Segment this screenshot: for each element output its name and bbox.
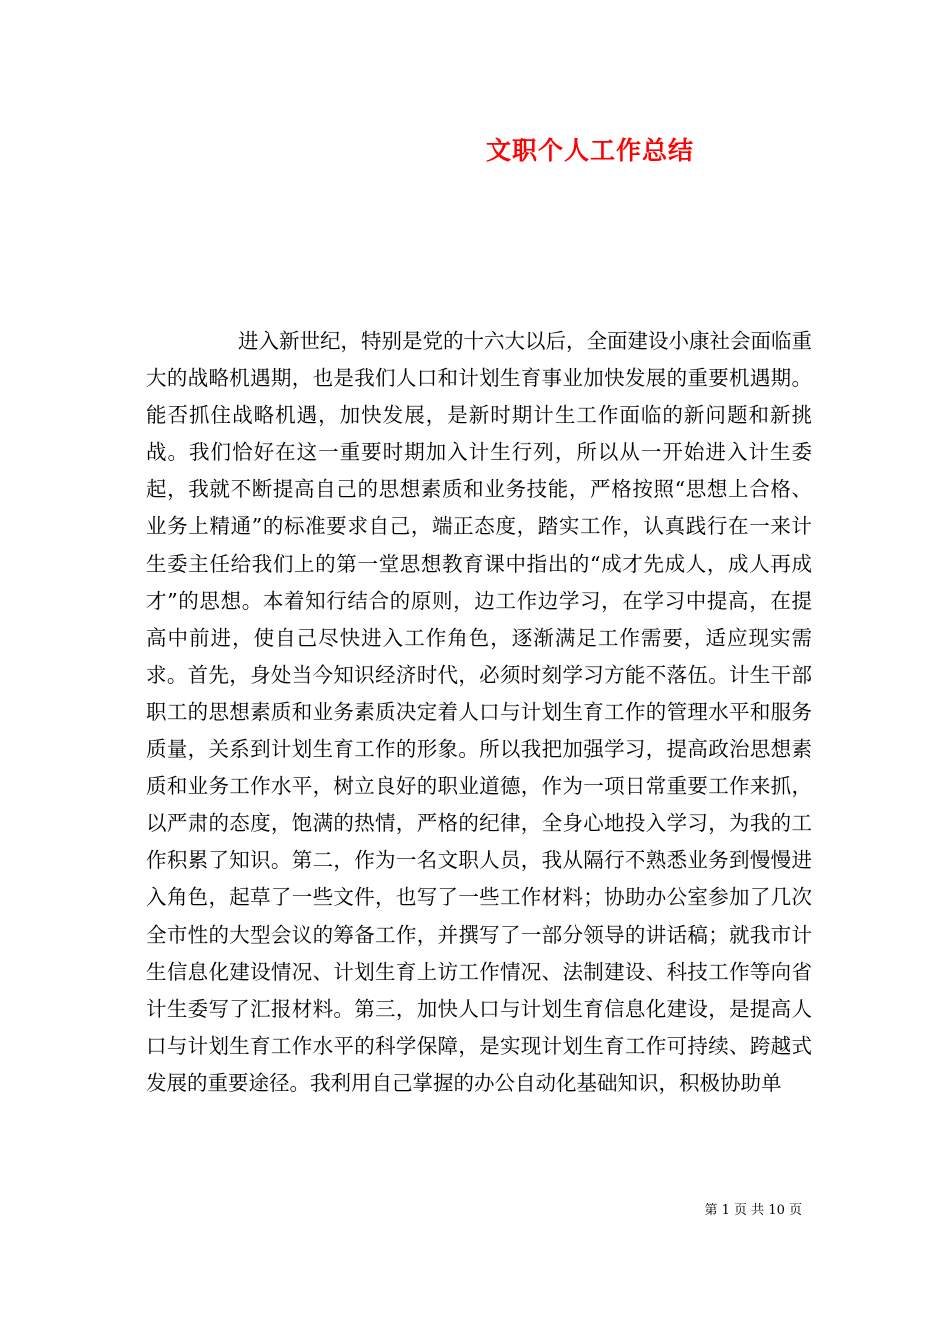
document-body-paragraph: 进入新世纪，特别是党的十六大以后，全面建设小康社会面临重大的战略机遇期，也是我们人口和计划生育事业加快发展的重要机遇期。能否抓住战略机遇，加快发展，是新时期计生工作面临的新问题和新挑战。我们恰好在这一重要时期加入计生行列，所以从一开始进入计生委起，我就不断提高自己的思想素质和业务技能，严格按照“思想上合格、业务上精通”的标准要求自己，端正态度，踏实工作，认真践行在一来计生委主任给我们上的第一堂思想教育课中指出的“成才先成人，成人再成才”的思想。本着知行结合的原则，边工作边学习，在学习中提高，在提高中前进，使自己尽快进入工作角色，逐渐满足工作需要，适应现实需求。首先，身处当今知识经济时代，必须时刻学习方能不落伍。计生干部职工的思想素质和业务素质决定着人口与计划生育工作的管理水平和服务质量，关系到计划生育工作的形象。所以我把加强学习，提高政治思想素质和业务工作水平，树立良好的职业道德，作为一项日常重要工作来抓，以严肃的态度，饱满的热情，严格的纪律，全身心地投入学习，为我的工作积累了知识。第二，作为一名文职人员，我从隔行不熟悉业务到慢慢进入角色，起草了一些文件，也写了一些工作材料；协助办公室参加了几次全市性的大型会议的筹备工作，并撰写了一部分领导的讲话稿；就我市计生信息化建设情况、计划生育上访工作情况、法制建设、科技工作等向省计生委写了汇报材料。第三，加快人口与计划生育信息化建设，是提高人口与计划生育工作水平的科学保障，是实现计划生育工作可持续、跨越式发展的重要途径。我利用自己掌握的办公自动化基础知识，积极协助单 <box>146 329 812 1095</box>
page-number-footer: 第 1 页 共 10 页 <box>704 1203 802 1218</box>
document-title: 文职个人工作总结 <box>485 136 694 165</box>
